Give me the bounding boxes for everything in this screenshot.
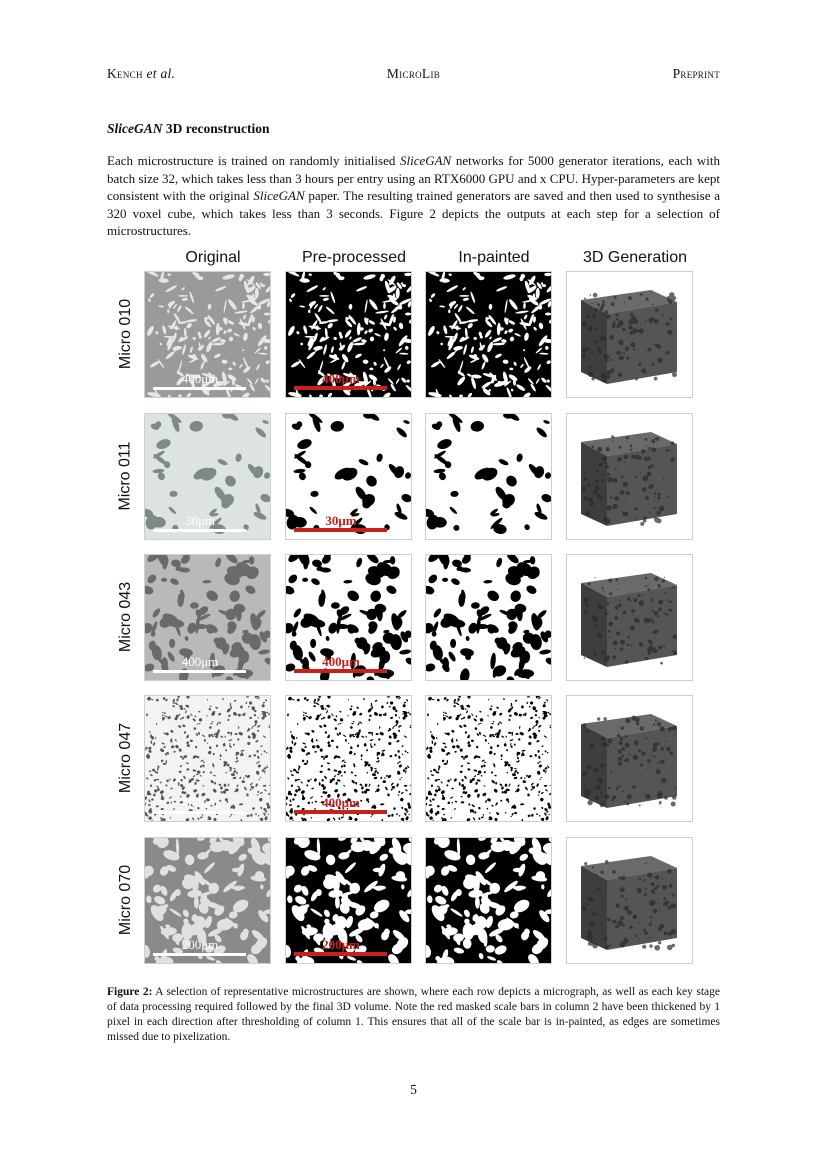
header-etal: et al.	[146, 66, 176, 81]
scale-bar	[153, 529, 246, 532]
panel-3d-generation	[566, 271, 693, 398]
scale-bar-label: 200μm	[322, 937, 360, 952]
section-heading-italic: SliceGAN	[107, 121, 163, 136]
panel-preprocessed	[285, 837, 412, 964]
volume-render	[567, 414, 692, 539]
para-italic-2: SliceGAN	[253, 188, 305, 203]
scale-bar	[153, 387, 246, 390]
page-number: 5	[410, 1082, 417, 1097]
scale-bar	[153, 811, 246, 814]
scale-bar-label: 30μm	[325, 513, 357, 528]
volume-render	[567, 838, 692, 963]
para-text-1: Each microstructure is trained on randomly initialised	[107, 153, 400, 168]
figure-caption	[107, 985, 720, 1045]
para-text-3: paper. The resulting trained generators are saved and then used to synthesise a 320 voxel cube, which takes less than 3 seconds. Figure 2 depicts the outputs at each step for a selection of microstructures.	[107, 188, 720, 238]
section-heading	[107, 121, 270, 137]
row-label	[107, 837, 145, 962]
row-label-text: Micro 043	[117, 581, 134, 652]
body-paragraph	[107, 152, 720, 240]
panel-original	[144, 271, 271, 398]
panel-3d-generation	[566, 837, 693, 964]
row-label-text: Micro 010	[117, 298, 134, 369]
scale-bar-label: 400μm	[181, 654, 219, 669]
column-heading-inpainted: In-painted	[458, 249, 530, 266]
volume-render	[567, 272, 692, 397]
scale-bar	[153, 953, 246, 956]
panel-3d-generation	[566, 554, 693, 681]
panel-inpainted	[425, 837, 552, 964]
scale-bar-label: 400μm	[322, 795, 360, 810]
panel-original	[144, 554, 271, 681]
scale-bar	[153, 670, 246, 673]
caption-text: A selection of representative microstructures are shown, where each row depicts a micrograph, as well as each key stage of data processing required followed by the final 3D volume. Note the red masked scale bars in column 2 have been thickened by 1 pixel in each direction after thresholding of column 1. This ensures that all of the scale bar is in-painted, as edges are sometimes missed due to pixelization.	[107, 986, 720, 1043]
panel-inpainted	[425, 271, 552, 398]
panel-original	[144, 837, 271, 964]
row-label	[107, 413, 145, 538]
panel-inpainted	[425, 695, 552, 822]
panel-3d-generation	[566, 695, 693, 822]
scale-bar-label: 400μm	[181, 371, 219, 386]
row-label-text: Micro 047	[117, 722, 134, 793]
running-header-preprint: Preprint	[672, 66, 720, 81]
volume-render	[567, 555, 692, 680]
column-heading-preprocessed: Pre-processed	[301, 249, 407, 266]
scale-bar-label: 30μm	[184, 513, 216, 528]
panel-3d-generation	[566, 413, 693, 540]
section-heading-rest: 3D reconstruction	[162, 121, 270, 136]
micrograph-image	[426, 838, 551, 963]
volume-render	[567, 696, 692, 821]
panel-original	[144, 695, 271, 822]
row-label	[107, 271, 145, 396]
micrograph-image	[426, 696, 551, 821]
row-label	[107, 554, 145, 679]
para-italic-1: SliceGAN	[399, 153, 452, 168]
panel-preprocessed	[285, 413, 412, 540]
panel-inpainted	[425, 413, 552, 540]
panel-preprocessed	[285, 695, 412, 822]
panel-inpainted	[425, 554, 552, 681]
panel-original	[144, 413, 271, 540]
row-label-text: Micro 070	[117, 864, 134, 935]
running-header-title: MicroLib	[386, 66, 441, 81]
scale-bar-label: 200μm	[181, 937, 219, 952]
caption-label: Figure 2:	[107, 986, 153, 998]
panel-preprocessed	[285, 554, 412, 681]
column-heading-original: Original	[185, 249, 241, 266]
micrograph-image	[426, 414, 551, 539]
row-label-text: Micro 011	[117, 440, 134, 511]
scale-bar-label: 400μm	[181, 795, 219, 810]
figure-2	[107, 245, 720, 975]
micrograph-image	[426, 555, 551, 680]
scale-bar-label: 400μm	[322, 371, 360, 386]
scale-bar-label: 400μm	[322, 654, 360, 669]
row-label	[107, 695, 145, 820]
panel-preprocessed	[285, 271, 412, 398]
para-text-2: networks for 5000 generator iterations, each with batch size 32, which takes less than 3 hours per entry using an RTX6000 GPU and x CPU. Hyper-parameters are kept consistent with the original	[107, 153, 720, 203]
header-author-name: Kench	[107, 66, 143, 81]
micrograph-image	[426, 272, 551, 397]
column-heading-3d-generation: 3D Generation	[582, 249, 688, 266]
